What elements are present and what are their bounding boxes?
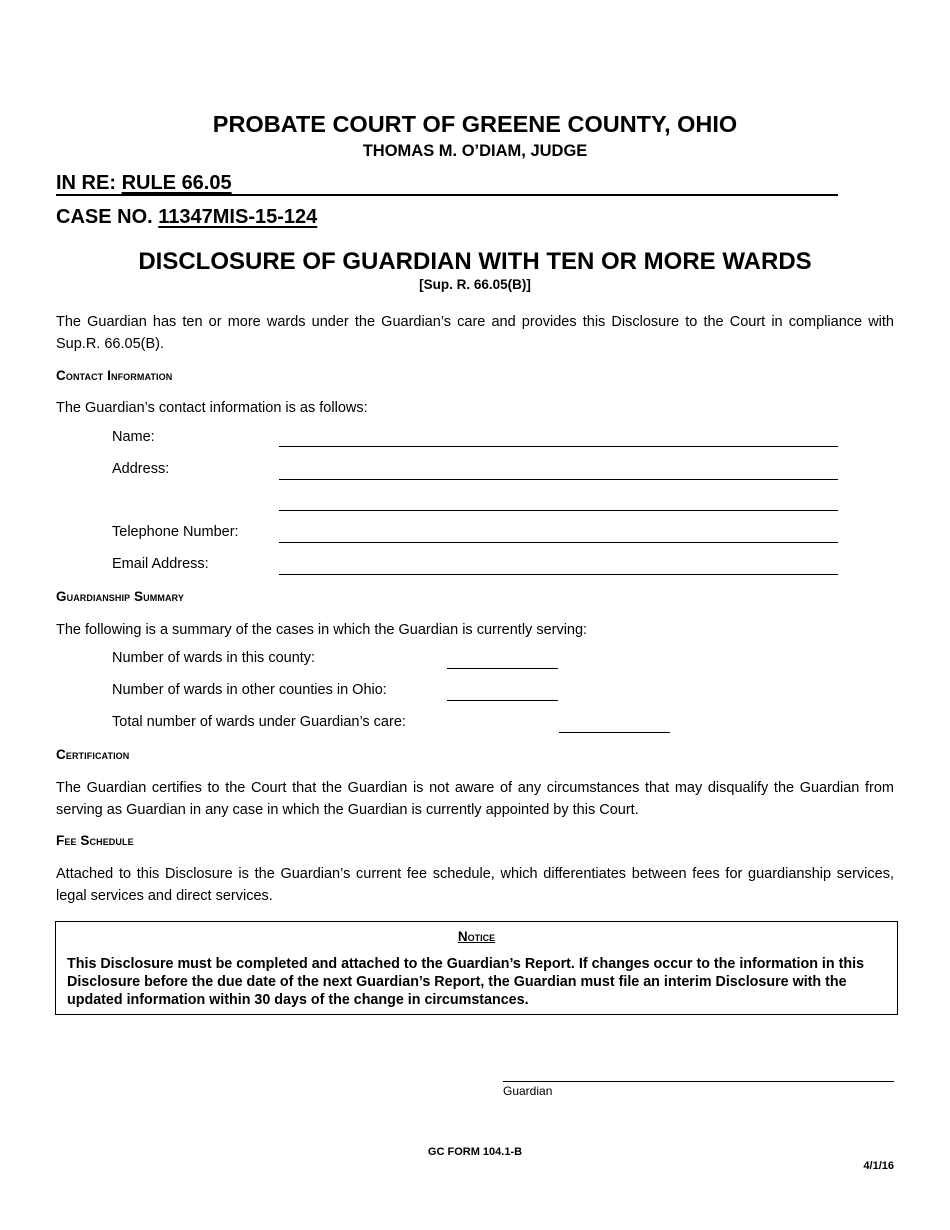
form-id: GC FORM 104.1-B	[427, 1146, 523, 1158]
phone-field[interactable]	[279, 542, 838, 543]
wards-other-counties-field[interactable]	[447, 700, 558, 701]
in-re-label: IN RE:	[56, 172, 116, 194]
certification-heading: Certification	[56, 747, 130, 762]
summary-intro: The following is a summary of the cases in which the Guardian is currently serving:	[56, 622, 588, 638]
name-field[interactable]	[279, 446, 838, 447]
case-number-label: CASE NO.	[56, 206, 153, 228]
fee-schedule-text: Attached to this Disclosure is the Guardian’s current fee schedule, which differentiates between fees for guardianship services, legal services and direct services.	[56, 866, 894, 904]
document-title: DISCLOSURE OF GUARDIAN WITH TEN OR MORE WARDS	[138, 248, 812, 275]
intro-paragraph: The Guardian has ten or more wards under the Guardian’s care and provides this Disclosure to the Court in compliance with Sup.R. 66.05(B).	[56, 314, 894, 352]
email-field[interactable]	[279, 574, 838, 575]
email-label: Email Address:	[112, 556, 209, 572]
phone-label: Telephone Number:	[112, 524, 239, 540]
name-label: Name:	[112, 429, 155, 445]
notice-heading: Notice	[457, 929, 496, 944]
in-re-value: RULE 66.05	[121, 172, 232, 194]
guardian-signature-field[interactable]	[503, 1081, 894, 1082]
address-field-line-1[interactable]	[279, 479, 838, 480]
case-number-line	[56, 206, 317, 229]
contact-heading: Contact Information	[56, 368, 173, 383]
notice-text: This Disclosure must be completed and attached to the Guardian’s Report. If changes occur to the information in this Disclosure before the due date of the next Guardian’s Report, the Guardian must file an interim Disclosure with the updated information within 30 days of the change in circumstances.	[67, 956, 865, 1008]
wards-county-field[interactable]	[447, 668, 558, 669]
wards-other-counties-label: Number of wards in other counties in Ohio:	[112, 682, 387, 698]
court-title: PROBATE COURT OF GREENE COUNTY, OHIO	[212, 111, 738, 137]
summary-heading: Guardianship Summary	[56, 589, 184, 604]
address-label: Address:	[112, 461, 170, 477]
guardian-signature-label: Guardian	[503, 1084, 553, 1098]
wards-total-field[interactable]	[559, 732, 670, 733]
document-subtitle: [Sup. R. 66.05(B)]	[419, 277, 531, 292]
in-re-line	[56, 172, 838, 196]
address-field-line-2[interactable]	[279, 510, 838, 511]
certification-text: The Guardian certifies to the Court that the Guardian is not aware of any circumstances that may disqualify the Guardian from serving as Guardian in any case in which the Guardian is currently appointed by this Court.	[56, 780, 894, 818]
wards-county-label: Number of wards in this county:	[112, 650, 316, 666]
form-date: 4/1/16	[863, 1160, 894, 1172]
wards-total-label: Total number of wards under Guardian’s care:	[112, 714, 406, 730]
case-number-value: 11347MIS-15-124	[158, 206, 318, 228]
contact-intro: The Guardian’s contact information is as follows:	[56, 400, 368, 416]
judge-name: THOMAS M. O’DIAM, JUDGE	[362, 142, 588, 160]
fee-schedule-heading: Fee Schedule	[56, 833, 134, 848]
